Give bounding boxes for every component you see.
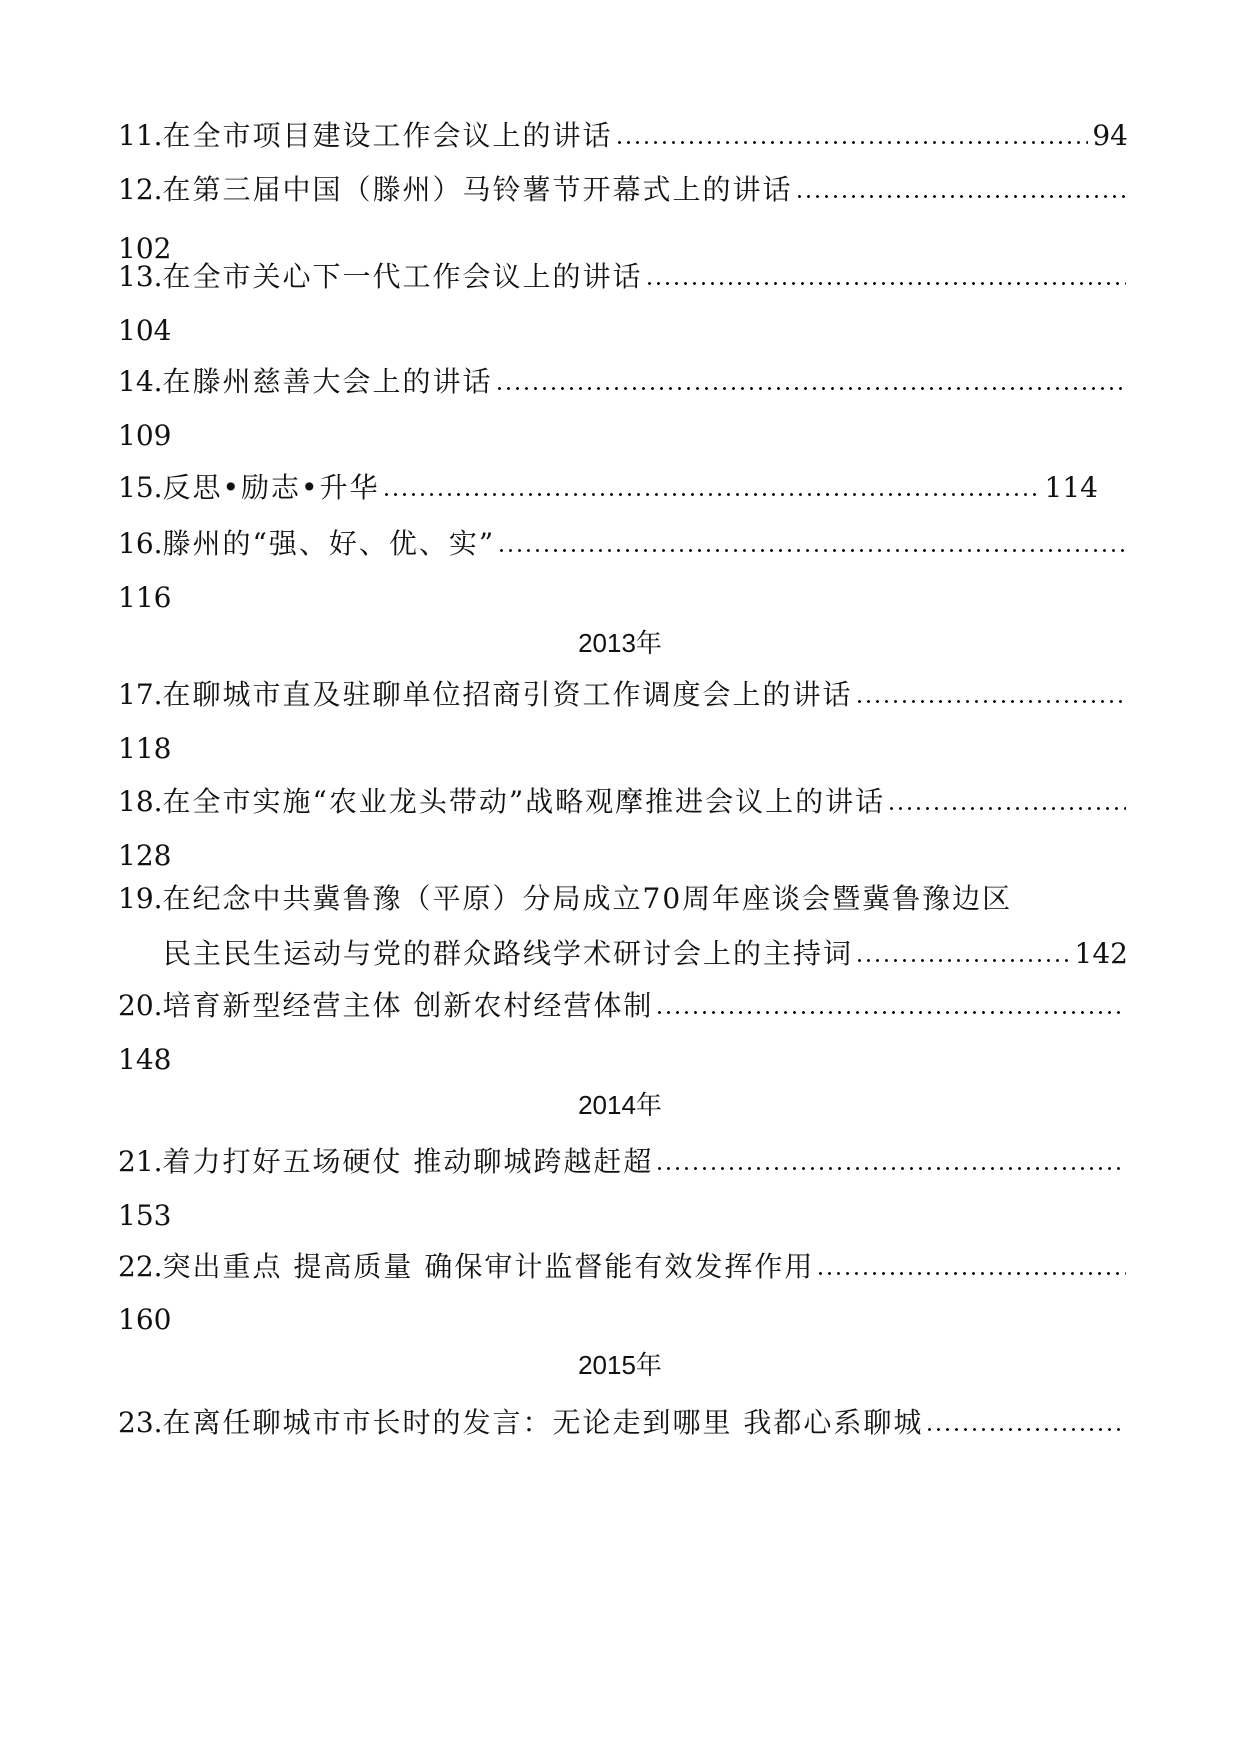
entry-number: 14.: [118, 365, 163, 398]
entry-number: 21.: [118, 1145, 163, 1178]
entry-number: 23.: [118, 1406, 163, 1439]
entry-number: 20.: [118, 989, 163, 1022]
entry-title: 在离任聊城市市长时的发言：无论走到哪里 我都心系聊城: [162, 1406, 924, 1439]
entry-title: 培育新型经营主体 创新农村经营体制: [162, 989, 654, 1022]
entry-number: 17.: [118, 678, 163, 711]
entry-page: 128: [118, 839, 172, 872]
entry-number: 11.: [118, 119, 163, 152]
toc-entry-14[interactable]: [118, 353, 1128, 411]
toc-entry-21[interactable]: [118, 1133, 1128, 1191]
entry-title: 在聊城市直及驻聊单位招商引资工作调度会上的讲话: [162, 678, 853, 711]
dot-leader: [887, 807, 1126, 810]
year-heading: 2013年: [578, 628, 662, 658]
dot-leader: [925, 1428, 1126, 1431]
entry-page: 109: [118, 419, 172, 452]
entry-title: 突出重点 提高质量 确保审计监督能有效发挥作用: [162, 1250, 815, 1283]
entry-title: 在全市实施“农业龙头带动”战略观摩推进会议上的讲话: [162, 785, 886, 818]
entry-page: 153: [118, 1199, 172, 1232]
entry-number: 12.: [118, 173, 163, 206]
dot-leader: [495, 387, 1126, 390]
page-number-line: [118, 407, 1128, 465]
page-number-line: [118, 1031, 1128, 1089]
dot-leader: [497, 549, 1126, 552]
page-number-line: [118, 720, 1128, 778]
toc-entry-12[interactable]: [118, 161, 1128, 219]
dot-leader: [855, 959, 1071, 962]
entry-page: 148: [118, 1043, 172, 1076]
entry-page: 102: [118, 232, 172, 265]
toc-entry-18[interactable]: [118, 773, 1128, 831]
page-number-line: [118, 302, 1128, 360]
year-heading: 2014年: [578, 1090, 662, 1120]
entry-page: 94: [1092, 119, 1128, 152]
entry-page: 160: [118, 1303, 172, 1336]
entry-number: 16.: [118, 527, 163, 560]
dot-leader: [382, 493, 1041, 496]
entry-number: 15.: [118, 471, 163, 504]
entry-title: 在滕州慈善大会上的讲话: [162, 365, 493, 398]
year-heading: 2015年: [578, 1350, 662, 1380]
entry-title: 在纪念中共冀鲁豫（平原）分局成立70周年座谈会暨冀鲁豫边区: [162, 882, 1013, 915]
page-number-line: [118, 569, 1128, 627]
page-number-line: [118, 1291, 1128, 1349]
toc-entry-11[interactable]: [118, 107, 1128, 165]
entry-page: 114: [1044, 471, 1098, 504]
dot-leader: [855, 700, 1126, 703]
toc-entry-13[interactable]: [118, 248, 1128, 306]
toc-entry-19[interactable]: [118, 870, 1128, 928]
entry-page: 118: [118, 732, 172, 765]
entry-title-line2: 民主民生运动与党的群众路线学术研讨会上的主持词: [163, 937, 854, 970]
entry-title: 在全市项目建设工作会议上的讲话: [162, 119, 613, 152]
toc-entry-20[interactable]: [118, 977, 1128, 1035]
entry-page: 104: [118, 314, 172, 347]
toc-entry-17[interactable]: [118, 666, 1128, 724]
toc-entry-23[interactable]: [118, 1394, 1128, 1452]
dot-leader: [795, 195, 1126, 198]
toc-entry-15[interactable]: [118, 459, 1098, 517]
entry-number: 18.: [118, 785, 163, 818]
dot-leader: [655, 1011, 1126, 1014]
entry-page: 116: [118, 581, 172, 614]
entry-title: 在全市关心下一代工作会议上的讲话: [162, 260, 643, 293]
entry-number: 22.: [118, 1250, 163, 1283]
toc-entry-22[interactable]: [118, 1238, 1128, 1296]
entry-title: 在第三届中国（滕州）马铃薯节开幕式上的讲话: [162, 173, 793, 206]
dot-leader: [645, 282, 1126, 285]
toc-entry-16[interactable]: [118, 515, 1128, 573]
entry-number: 13.: [118, 260, 163, 293]
toc-entry-19-continued[interactable]: [118, 925, 1128, 983]
entry-number: 19.: [118, 882, 163, 915]
page-number-line: [118, 1187, 1128, 1245]
entry-page: 142: [1074, 937, 1128, 970]
entry-title: 反思•励志•升华: [162, 471, 380, 504]
entry-title: 着力打好五场硬仗 推动聊城跨越赶超: [162, 1145, 654, 1178]
dot-leader: [816, 1272, 1126, 1275]
dot-leader: [615, 141, 1089, 144]
entry-title: 滕州的“强、好、优、实”: [162, 527, 496, 560]
dot-leader: [655, 1167, 1126, 1170]
